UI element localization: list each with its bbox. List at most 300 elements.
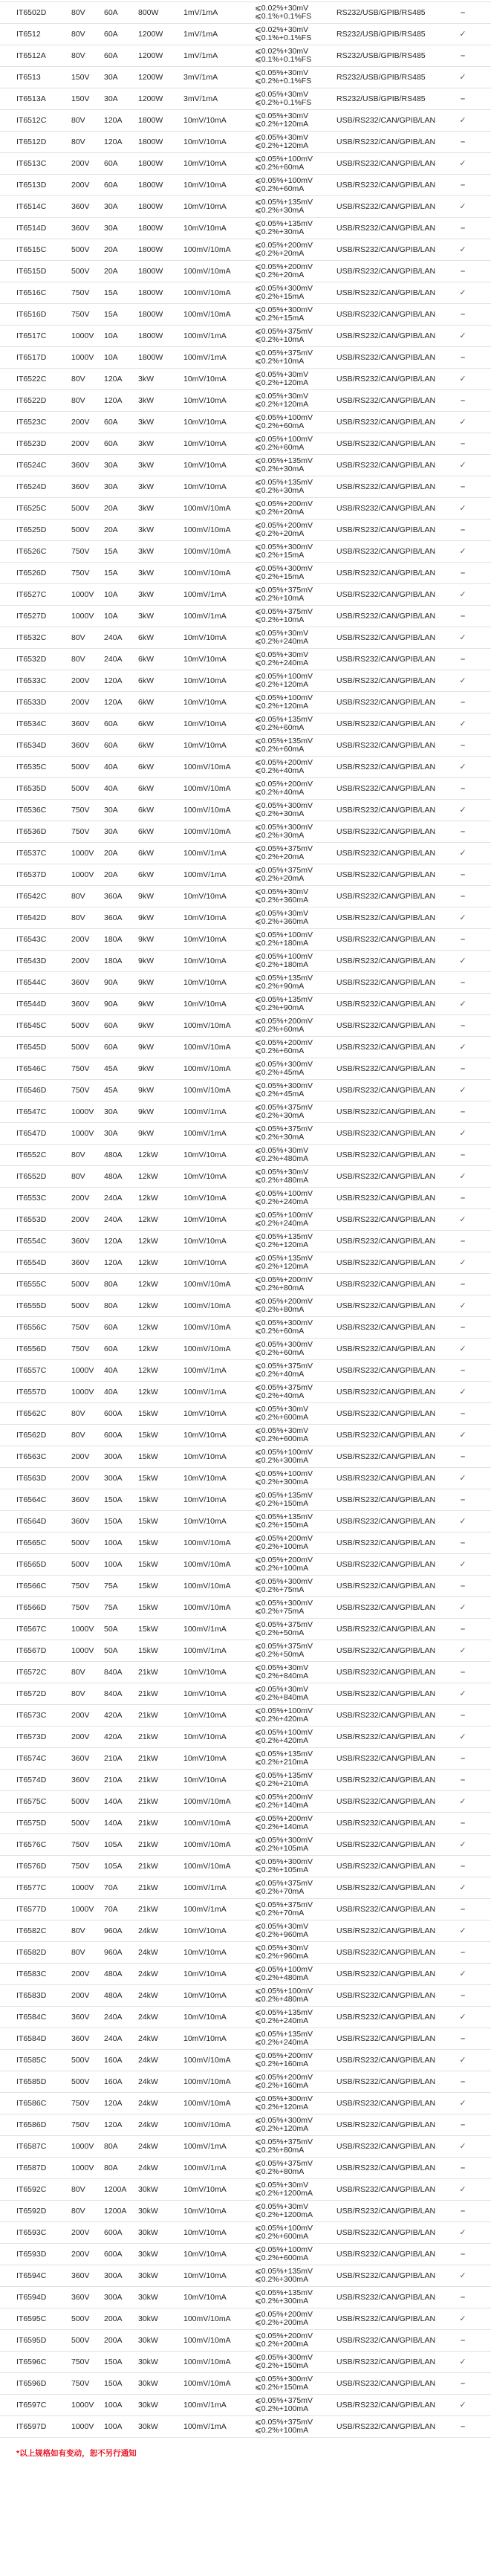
interfaces-cell: USB/RS232/CAN/GPIB/LAN	[336, 2207, 436, 2216]
resolution-cell: 10mV/10mA	[183, 2034, 227, 2043]
accuracy-cell	[255, 2203, 336, 2220]
power-cell: 12kW	[138, 1215, 158, 1224]
model-cell: IT6596C	[16, 2357, 47, 2366]
resolution-cell: 10mV/10mA	[183, 2185, 227, 2194]
table-row	[0, 778, 491, 800]
resolution-cell: 10mV/10mA	[183, 375, 227, 384]
resolution-cell: 10mV/10mA	[183, 1474, 227, 1483]
table-row	[0, 2265, 491, 2287]
model-cell: IT6532C	[16, 633, 47, 642]
check-icon: ✓	[459, 1840, 466, 1849]
availability-cell	[448, 1560, 478, 1569]
accuracy-voltage-line: ⩽0.05%+30mV	[255, 1684, 309, 1694]
model-cell: IT6517C	[16, 331, 47, 340]
accuracy-current-line: ⩽0.2%+1200mA	[255, 2189, 313, 2198]
check-icon: ✓	[459, 1732, 466, 1741]
check-icon: ✓	[459, 719, 466, 728]
interfaces-cell: USB/RS232/CAN/GPIB/LAN	[336, 1086, 436, 1095]
current-cell: 840A	[104, 1689, 123, 1698]
resolution-cell: 10mV/10mA	[183, 1215, 227, 1224]
dash-icon: –	[460, 935, 466, 944]
interfaces-cell: USB/RS232/CAN/GPIB/LAN	[336, 1538, 436, 1547]
current-cell: 30A	[104, 827, 118, 836]
accuracy-cell	[255, 1966, 336, 1983]
model-cell: IT6577C	[16, 1883, 47, 1892]
availability-cell	[448, 73, 478, 82]
accuracy-current-line: ⩽0.2%+120mA	[255, 120, 309, 129]
dash-icon: –	[460, 1064, 466, 1073]
current-cell: 60A	[104, 1323, 118, 1332]
availability-cell	[448, 2293, 478, 2302]
dash-icon: –	[460, 137, 466, 146]
resolution-cell: 100mV/10mA	[183, 267, 231, 276]
power-cell: 12kW	[138, 1151, 158, 1159]
power-cell: 21kW	[138, 1905, 158, 1914]
accuracy-cell	[255, 673, 336, 690]
accuracy-cell	[255, 69, 336, 86]
voltage-cell: 1000V	[71, 331, 94, 340]
current-cell: 240A	[104, 2034, 123, 2043]
resolution-cell: 100mV/10mA	[183, 763, 231, 771]
model-cell: IT6565C	[16, 1538, 47, 1547]
resolution-cell: 100mV/10mA	[183, 806, 231, 815]
power-cell: 3kW	[138, 375, 154, 384]
power-cell: 3kW	[138, 418, 154, 427]
dash-icon: –	[460, 741, 466, 750]
table-row	[0, 282, 491, 304]
accuracy-voltage-line: ⩽0.05%+300mV	[255, 1598, 313, 1608]
accuracy-cell	[255, 1944, 336, 1961]
interfaces-cell: USB/RS232/CAN/GPIB/LAN	[336, 1732, 436, 1741]
table-row	[0, 1058, 491, 1080]
resolution-cell: 10mV/10mA	[183, 1668, 227, 1677]
interfaces-cell: USB/RS232/CAN/GPIB/LAN	[336, 913, 436, 922]
accuracy-voltage-line: ⩽0.05%+100mV	[255, 434, 313, 444]
resolution-cell: 10mV/10mA	[183, 1711, 227, 1720]
current-cell: 60A	[104, 1344, 118, 1353]
table-row	[0, 1209, 491, 1231]
voltage-cell: 80V	[71, 655, 85, 664]
accuracy-cell	[255, 565, 336, 582]
interfaces-cell: USB/RS232/CAN/GPIB/LAN	[336, 137, 436, 146]
accuracy-cell	[255, 1707, 336, 1724]
resolution-cell: 100mV/1mA	[183, 353, 227, 362]
interfaces-cell: USB/RS232/CAN/GPIB/LAN	[336, 1129, 436, 1138]
availability-cell	[448, 1431, 478, 1440]
accuracy-voltage-line: ⩽0.05%+200mV	[255, 1533, 313, 1543]
accuracy-voltage-line: ⩽0.05%+300mV	[255, 1318, 313, 1327]
availability-cell	[448, 870, 478, 879]
power-cell: 24kW	[138, 1948, 158, 1957]
accuracy-current-line: ⩽0.2%+45mA	[255, 1068, 305, 1077]
current-cell: 840A	[104, 1668, 123, 1677]
interfaces-cell: USB/RS232/CAN/GPIB/LAN	[336, 827, 436, 836]
interfaces-cell: USB/RS232/CAN/GPIB/LAN	[336, 267, 436, 276]
accuracy-cell	[255, 1125, 336, 1142]
table-row	[0, 2028, 491, 2050]
accuracy-cell	[255, 1017, 336, 1035]
current-cell: 20A	[104, 245, 118, 254]
availability-cell	[448, 8, 478, 17]
accuracy-current-line: ⩽0.2%+60mA	[255, 1046, 305, 1055]
accuracy-voltage-line: ⩽0.05%+200mV	[255, 1275, 313, 1284]
table-row	[0, 2330, 491, 2352]
interfaces-cell: USB/RS232/CAN/GPIB/LAN	[336, 1776, 436, 1784]
resolution-cell: 10mV/10mA	[183, 1495, 227, 1504]
dash-icon: –	[460, 51, 466, 60]
table-row	[0, 757, 491, 778]
current-cell: 15A	[104, 288, 118, 297]
current-cell: 60A	[104, 418, 118, 427]
check-icon: ✓	[459, 1970, 466, 1978]
voltage-cell: 750V	[71, 288, 90, 297]
interfaces-cell: USB/RS232/CAN/GPIB/LAN	[336, 2357, 436, 2366]
resolution-cell: 10mV/10mA	[183, 418, 227, 427]
accuracy-current-line: ⩽0.2%+60mA	[255, 745, 305, 754]
interfaces-cell: USB/RS232/CAN/GPIB/LAN	[336, 1883, 436, 1892]
current-cell: 30A	[104, 806, 118, 815]
dash-icon: –	[460, 8, 466, 17]
current-cell: 10A	[104, 590, 118, 599]
table-row	[0, 2050, 491, 2071]
current-cell: 120A	[104, 698, 123, 707]
voltage-cell: 200V	[71, 1194, 90, 1203]
power-cell: 12kW	[138, 1194, 158, 1203]
accuracy-cell	[255, 457, 336, 474]
check-icon: ✓	[459, 504, 466, 513]
power-cell: 24kW	[138, 1970, 158, 1978]
interfaces-cell: USB/RS232/CAN/GPIB/LAN	[336, 1021, 436, 1030]
accuracy-cell	[255, 1535, 336, 1552]
accuracy-cell	[255, 91, 336, 108]
resolution-cell: 100mV/10mA	[183, 1603, 231, 1612]
availability-cell	[448, 482, 478, 491]
interfaces-cell: USB/RS232/CAN/GPIB/LAN	[336, 1970, 436, 1978]
current-cell: 300A	[104, 2271, 123, 2280]
resolution-cell: 100mV/10mA	[183, 1280, 231, 1289]
accuracy-voltage-line: ⩽0.05%+30mV	[255, 908, 309, 918]
current-cell: 10A	[104, 353, 118, 362]
table-row	[0, 800, 491, 821]
model-cell: IT6543C	[16, 935, 47, 944]
model-cell: IT6575C	[16, 1797, 47, 1806]
current-cell: 600A	[104, 2250, 123, 2259]
check-icon: ✓	[459, 1172, 466, 1181]
model-cell: IT6554C	[16, 1237, 47, 1246]
power-cell: 15kW	[138, 1560, 158, 1569]
dash-icon: –	[460, 784, 466, 793]
availability-cell	[448, 1021, 478, 1030]
availability-cell	[448, 2013, 478, 2022]
voltage-cell: 360V	[71, 2013, 90, 2022]
accuracy-cell	[255, 1255, 336, 1272]
resolution-cell: 100mV/10mA	[183, 288, 231, 297]
power-cell: 24kW	[138, 2056, 158, 2065]
availability-cell	[448, 1840, 478, 1849]
current-cell: 420A	[104, 1732, 123, 1741]
current-cell: 120A	[104, 396, 123, 405]
accuracy-voltage-line: ⩽0.05%+135mV	[255, 2266, 313, 2276]
accuracy-cell	[255, 974, 336, 991]
check-icon: ✓	[459, 418, 466, 427]
interfaces-cell: USB/RS232/CAN/GPIB/LAN	[336, 2401, 436, 2410]
accuracy-voltage-line: ⩽0.05%+135mV	[255, 2029, 313, 2039]
check-icon: ✓	[459, 1000, 466, 1009]
model-cell: IT6584D	[16, 2034, 47, 2043]
model-cell: IT6573D	[16, 1732, 47, 1741]
table-row	[0, 2201, 491, 2222]
model-cell: IT6592D	[16, 2207, 47, 2216]
accuracy-current-line: ⩽0.2%+100mA	[255, 1542, 309, 1551]
accuracy-voltage-line: ⩽0.05%+100mV	[255, 154, 313, 164]
availability-cell	[448, 2314, 478, 2323]
accuracy-current-line: ⩽0.2%+100mA	[255, 2426, 309, 2435]
accuracy-current-line: ⩽0.2%+600mA	[255, 2232, 309, 2241]
accuracy-voltage-line: ⩽0.05%+375mV	[255, 2158, 313, 2168]
check-icon: ✓	[459, 1043, 466, 1052]
model-cell: IT6532D	[16, 655, 47, 664]
interfaces-cell: USB/RS232/CAN/GPIB/LAN	[336, 2228, 436, 2237]
power-cell: 30kW	[138, 2336, 158, 2345]
interfaces-cell: USB/RS232/CAN/GPIB/LAN	[336, 1560, 436, 1569]
power-cell: 21kW	[138, 1732, 158, 1741]
table-row	[0, 412, 491, 433]
model-cell: IT6533C	[16, 676, 47, 685]
accuracy-current-line: ⩽0.2%+30mA	[255, 206, 305, 215]
availability-cell	[448, 1366, 478, 1375]
voltage-cell: 750V	[71, 310, 90, 319]
accuracy-current-line: ⩽0.2%+360mA	[255, 917, 309, 926]
model-cell: IT6557D	[16, 1388, 47, 1397]
resolution-cell: 10mV/10mA	[183, 719, 227, 728]
model-cell: IT6597C	[16, 2401, 47, 2410]
voltage-cell: 360V	[71, 1000, 90, 1009]
voltage-cell: 360V	[71, 2034, 90, 2043]
interfaces-cell: USB/RS232/CAN/GPIB/LAN	[336, 806, 436, 815]
accuracy-current-line: ⩽0.2%+1200mA	[255, 2210, 313, 2219]
current-cell: 105A	[104, 1840, 123, 1849]
interfaces-cell: USB/RS232/CAN/GPIB/LAN	[336, 612, 436, 621]
current-cell: 30A	[104, 94, 118, 103]
dash-icon: –	[460, 2207, 466, 2216]
accuracy-current-line: ⩽0.2%+45mA	[255, 1090, 305, 1098]
interfaces-cell: RS232/USB/GPIB/RS485	[336, 73, 426, 82]
power-cell: 1800W	[138, 288, 163, 297]
accuracy-voltage-line: ⩽0.05%+135mV	[255, 1253, 313, 1263]
resolution-cell: 100mV/1mA	[183, 2422, 227, 2431]
accuracy-voltage-line: ⩽0.05%+135mV	[255, 736, 313, 745]
model-cell: IT6587D	[16, 2164, 47, 2172]
accuracy-cell	[255, 1987, 336, 2004]
interfaces-cell: USB/RS232/CAN/GPIB/LAN	[336, 482, 436, 491]
current-cell: 60A	[104, 181, 118, 190]
power-cell: 6kW	[138, 698, 154, 707]
accuracy-cell	[255, 716, 336, 733]
accuracy-cell	[255, 888, 336, 905]
power-cell: 3kW	[138, 590, 154, 599]
table-row	[0, 2, 491, 24]
resolution-cell: 10mV/10mA	[183, 159, 227, 168]
accuracy-cell	[255, 1276, 336, 1293]
accuracy-current-line: ⩽0.1%+0.1%FS	[255, 55, 312, 64]
accuracy-voltage-line: ⩽0.02%+30mV	[255, 46, 309, 56]
power-cell: 15kW	[138, 1517, 158, 1526]
check-icon: ✓	[459, 2228, 466, 2237]
dash-icon: –	[460, 978, 466, 987]
interfaces-cell: USB/RS232/CAN/GPIB/LAN	[336, 2250, 436, 2259]
accuracy-cell	[255, 1405, 336, 1423]
accuracy-current-line: ⩽0.2%+80mA	[255, 1305, 305, 1314]
table-row	[0, 713, 491, 735]
resolution-cell: 10mV/10mA	[183, 892, 227, 901]
current-cell: 15A	[104, 569, 118, 577]
power-cell: 30kW	[138, 2207, 158, 2216]
table-row	[0, 627, 491, 649]
availability-cell	[448, 202, 478, 211]
accuracy-current-line: ⩽0.2%+300mA	[255, 1478, 309, 1486]
availability-cell	[448, 267, 478, 276]
power-cell: 3kW	[138, 547, 154, 556]
availability-cell	[448, 1926, 478, 1935]
availability-cell	[448, 590, 478, 599]
model-cell: IT6562C	[16, 1409, 47, 1418]
voltage-cell: 200V	[71, 1452, 90, 1461]
accuracy-cell	[255, 2138, 336, 2155]
table-row	[0, 1468, 491, 1489]
model-cell: IT6556D	[16, 1344, 47, 1353]
current-cell: 120A	[104, 1258, 123, 1267]
availability-cell	[448, 892, 478, 901]
power-cell: 30kW	[138, 2401, 158, 2410]
voltage-cell: 500V	[71, 2336, 90, 2345]
accuracy-cell	[255, 2052, 336, 2069]
resolution-cell: 100mV/1mA	[183, 1646, 227, 1655]
voltage-cell: 1000V	[71, 353, 94, 362]
accuracy-voltage-line: ⩽0.05%+375mV	[255, 1361, 313, 1370]
power-cell: 6kW	[138, 741, 154, 750]
availability-cell	[448, 2077, 478, 2086]
current-cell: 30A	[104, 73, 118, 82]
accuracy-voltage-line: ⩽0.05%+100mV	[255, 1210, 313, 1220]
check-icon: ✓	[459, 288, 466, 297]
interfaces-cell: USB/RS232/CAN/GPIB/LAN	[336, 1172, 436, 1181]
interfaces-cell: USB/RS232/CAN/GPIB/LAN	[336, 461, 436, 470]
table-row	[0, 390, 491, 412]
availability-cell	[448, 1107, 478, 1116]
accuracy-voltage-line: ⩽0.05%+135mV	[255, 973, 313, 983]
model-cell: IT6572D	[16, 1689, 47, 1698]
check-icon: ✓	[459, 2099, 466, 2108]
model-cell: IT6572C	[16, 1668, 47, 1677]
accuracy-cell	[255, 1858, 336, 1875]
accuracy-voltage-line: ⩽0.05%+300mV	[255, 542, 313, 551]
table-row	[0, 218, 491, 239]
power-cell: 24kW	[138, 2077, 158, 2086]
interfaces-cell: USB/RS232/CAN/GPIB/LAN	[336, 1237, 436, 1246]
current-cell: 100A	[104, 1538, 123, 1547]
availability-cell	[448, 1452, 478, 1461]
availability-cell	[448, 94, 478, 103]
availability-cell	[448, 1862, 478, 1871]
accuracy-voltage-line: ⩽0.05%+30mV	[255, 2201, 309, 2211]
accuracy-voltage-line: ⩽0.05%+135mV	[255, 477, 313, 487]
power-cell: 1200W	[138, 51, 163, 60]
accuracy-current-line: ⩽0.2%+30mA	[255, 1111, 305, 1120]
table-row	[0, 1188, 491, 1209]
model-cell: IT6545D	[16, 1043, 47, 1052]
accuracy-current-line: ⩽0.2%+150mA	[255, 2361, 309, 2370]
accuracy-cell	[255, 1578, 336, 1595]
model-cell: IT6595C	[16, 2314, 47, 2323]
resolution-cell: 100mV/10mA	[183, 569, 231, 577]
resolution-cell: 100mV/1mA	[183, 612, 227, 621]
availability-cell	[448, 1474, 478, 1483]
accuracy-voltage-line: ⩽0.05%+300mV	[255, 1081, 313, 1090]
power-cell: 9kW	[138, 1086, 154, 1095]
voltage-cell: 500V	[71, 1280, 90, 1289]
current-cell: 300A	[104, 2293, 123, 2302]
accuracy-current-line: ⩽0.2%+60mA	[255, 421, 305, 430]
voltage-cell: 500V	[71, 1043, 90, 1052]
check-icon: ✓	[459, 676, 466, 685]
dash-icon: –	[460, 224, 466, 233]
table-row	[0, 1015, 491, 1037]
table-row	[0, 2395, 491, 2416]
accuracy-voltage-line: ⩽0.05%+375mV	[255, 844, 313, 853]
resolution-cell: 100mV/10mA	[183, 547, 231, 556]
availability-cell	[448, 1237, 478, 1246]
current-cell: 40A	[104, 784, 118, 793]
table-row	[0, 1080, 491, 1101]
power-cell: 15kW	[138, 1625, 158, 1634]
model-cell: IT6566C	[16, 1582, 47, 1590]
model-cell: IT6524C	[16, 461, 47, 470]
accuracy-cell	[255, 1104, 336, 1121]
power-cell: 3kW	[138, 482, 154, 491]
voltage-cell: 1000V	[71, 1388, 94, 1397]
resolution-cell: 100mV/10mA	[183, 1840, 231, 1849]
interfaces-cell: USB/RS232/CAN/GPIB/LAN	[336, 159, 436, 168]
model-cell: IT6595D	[16, 2336, 47, 2345]
table-row	[0, 1339, 491, 1360]
model-cell: IT6523D	[16, 439, 47, 448]
availability-cell	[448, 51, 478, 60]
current-cell: 120A	[104, 2120, 123, 2129]
current-cell: 180A	[104, 957, 123, 965]
interfaces-cell: USB/RS232/CAN/GPIB/LAN	[336, 2164, 436, 2172]
accuracy-cell	[255, 1750, 336, 1767]
current-cell: 60A	[104, 439, 118, 448]
accuracy-cell	[255, 436, 336, 453]
accuracy-current-line: ⩽0.2%+960mA	[255, 1952, 309, 1961]
resolution-cell: 10mV/10mA	[183, 224, 227, 233]
voltage-cell: 80V	[71, 375, 85, 384]
resolution-cell: 10mV/10mA	[183, 2228, 227, 2237]
availability-cell	[448, 1086, 478, 1095]
current-cell: 240A	[104, 2013, 123, 2022]
accuracy-current-line: ⩽0.2%+0.1%FS	[255, 98, 312, 107]
dash-icon: –	[460, 1280, 466, 1289]
resolution-cell: 100mV/10mA	[183, 504, 231, 513]
power-cell: 3kW	[138, 396, 154, 405]
voltage-cell: 200V	[71, 181, 90, 190]
interfaces-cell: USB/RS232/CAN/GPIB/LAN	[336, 1603, 436, 1612]
resolution-cell: 100mV/10mA	[183, 1021, 231, 1030]
interfaces-cell: USB/RS232/CAN/GPIB/LAN	[336, 892, 436, 901]
availability-cell	[448, 331, 478, 340]
check-icon: ✓	[459, 806, 466, 815]
dash-icon: –	[460, 1991, 466, 2000]
